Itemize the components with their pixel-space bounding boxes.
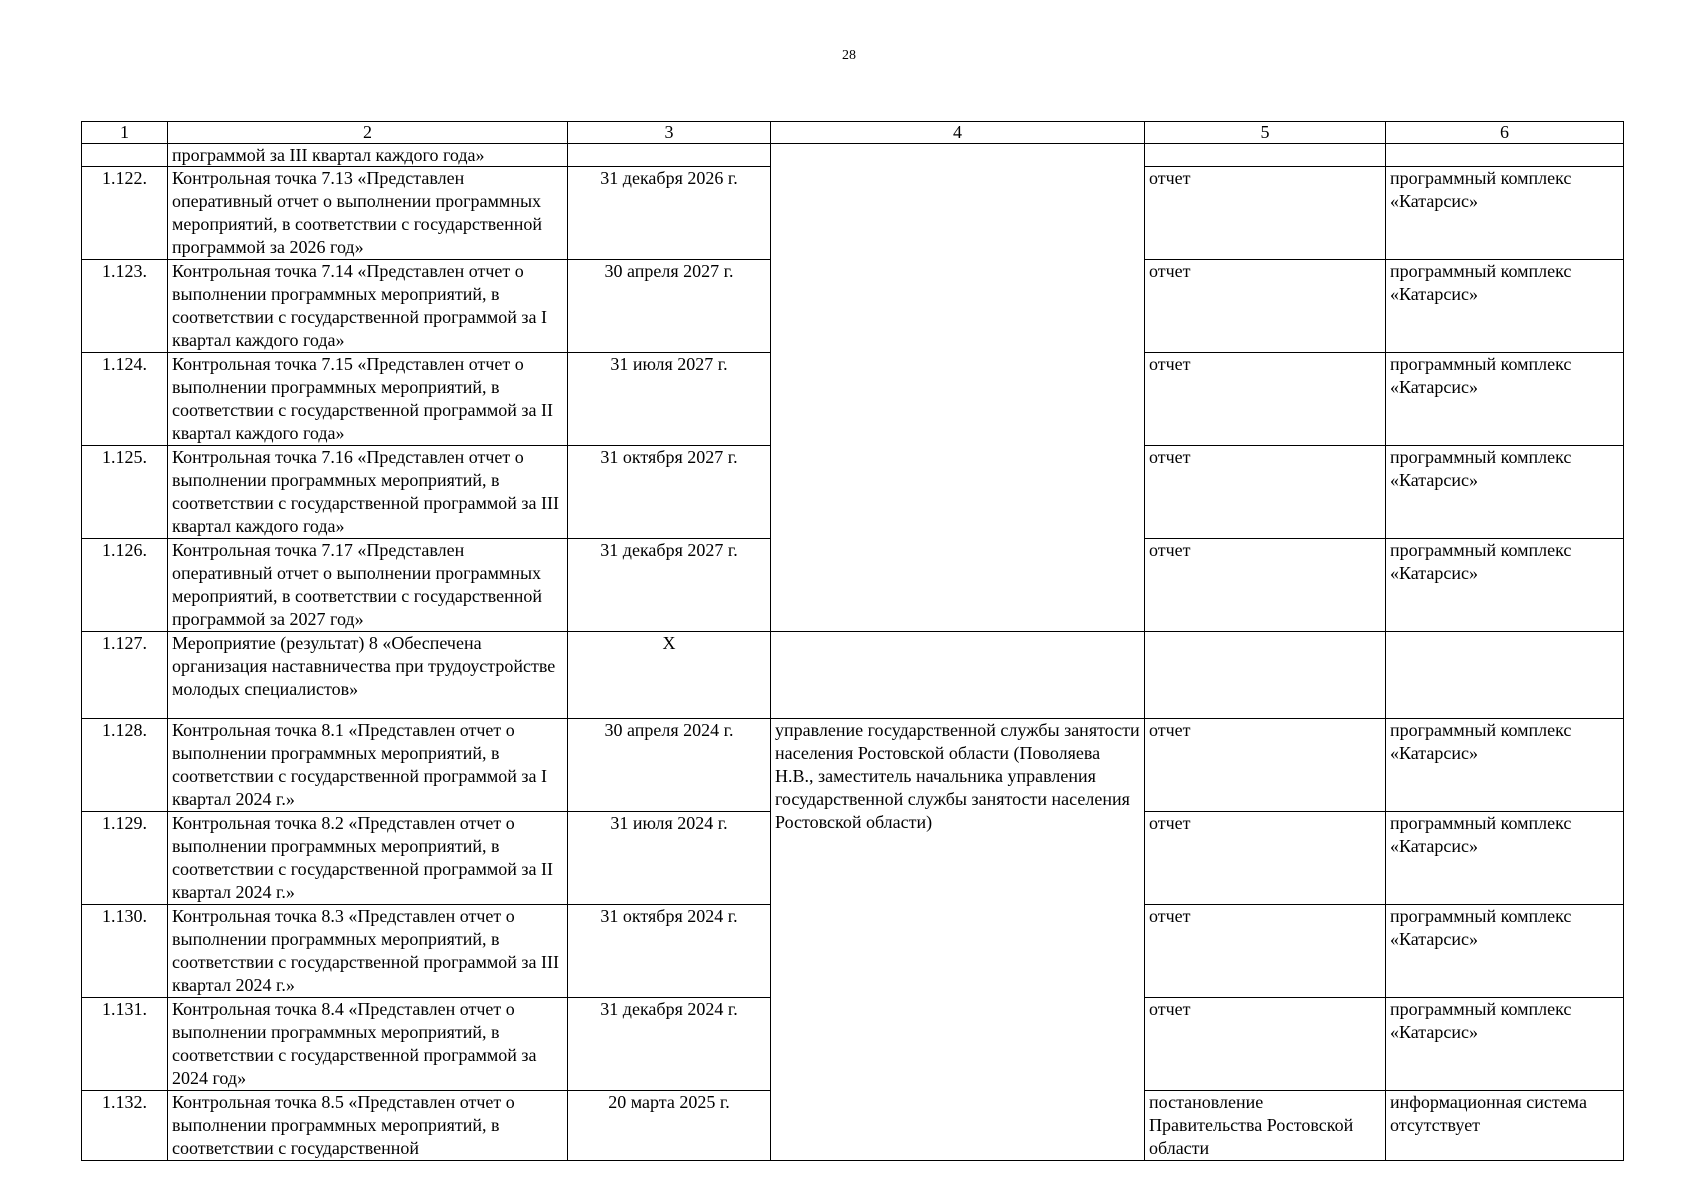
row-document: отчет [1145,167,1386,260]
row-description: Контрольная точка 7.15 «Представлен отчет о выполнении программных мероприятий, в соответствии с государственной программой за II квартал каждого года» [168,353,568,446]
row-document: отчет [1145,353,1386,446]
row-system: программный комплекс «Катарсис» [1386,539,1624,632]
row-system: программный комплекс «Катарсис» [1386,260,1624,353]
row-number: 1.127. [82,632,168,719]
row-number: 1.131. [82,998,168,1091]
row-document: отчет [1145,719,1386,812]
row-description: Контрольная точка 8.4 «Представлен отчет о выполнении программных мероприятий, в соответствии с государственной программой за 2024 год» [168,998,568,1091]
row-system: программный комплекс «Катарсис» [1386,905,1624,998]
control-points-table [81,121,1624,1161]
row-document: отчет [1145,905,1386,998]
row-date: 30 апреля 2027 г. [568,260,771,353]
row-number: 1.125. [82,446,168,539]
row-document [1145,632,1386,719]
row-number: 1.124. [82,353,168,446]
row-number: 1.128. [82,719,168,812]
row-description: Контрольная точка 8.3 «Представлен отчет о выполнении программных мероприятий, в соответствии с государственной программой за III квартал 2024 г.» [168,905,568,998]
row-description: Контрольная точка 8.5 «Представлен отчет о выполнении программных мероприятий, в соответствии с государственной [168,1091,568,1161]
row-document: отчет [1145,998,1386,1091]
row-description: Мероприятие (результат) 8 «Обеспечена организация наставничества при трудоустройстве молодых специалистов» [168,632,568,719]
row-description: Контрольная точка 7.14 «Представлен отчет о выполнении программных мероприятий, в соответствии с государственной программой за I квартал каждого года» [168,260,568,353]
row-number: 1.126. [82,539,168,632]
row-system: программный комплекс «Катарсис» [1386,812,1624,905]
table-row [82,632,1624,719]
row-date: 31 июля 2024 г. [568,812,771,905]
continuation-row [82,144,1624,167]
row-document: отчет [1145,539,1386,632]
column-header: 6 [1386,122,1624,144]
continuation-text: программой за III квартал каждого года» [168,144,568,167]
table-row [82,719,1624,812]
page-number: 28 [842,48,856,63]
row-system [1386,632,1624,719]
column-header: 5 [1145,122,1386,144]
row-number: 1.129. [82,812,168,905]
row-date: 31 октября 2027 г. [568,446,771,539]
row-system: программный комплекс «Катарсис» [1386,998,1624,1091]
responsible-cell-blank [771,632,1145,719]
row-description: Контрольная точка 7.16 «Представлен отчет о выполнении программных мероприятий, в соответствии с государственной программой за III квартал каждого года» [168,446,568,539]
row-document: отчет [1145,812,1386,905]
column-header: 1 [82,122,168,144]
responsible-executor: управление государственной службы занятости населения Ростовской области (Поволяева Н.В., заместитель начальника управления государственной службы занятости населения Ростовской области) [771,719,1145,1161]
row-date: 31 декабря 2024 г. [568,998,771,1091]
row-description: Контрольная точка 7.13 «Представлен оперативный отчет о выполнении программных мероприятий, в соответствии с государственной программой за 2026 год» [168,167,568,260]
row-system: информационная система отсутствует [1386,1091,1624,1161]
row-number: 1.132. [82,1091,168,1161]
row-number: 1.123. [82,260,168,353]
row-number: 1.122. [82,167,168,260]
row-document: отчет [1145,446,1386,539]
row-date: 20 марта 2025 г. [568,1091,771,1161]
column-header: 3 [568,122,771,144]
row-document: постановление Правительства Ростовской области [1145,1091,1386,1161]
row-number: 1.130. [82,905,168,998]
row-description: Контрольная точка 8.1 «Представлен отчет о выполнении программных мероприятий, в соответствии с государственной программой за I квартал 2024 г.» [168,719,568,812]
responsible-cell-empty [771,144,1145,632]
row-date: 31 июля 2027 г. [568,353,771,446]
row-system: программный комплекс «Катарсис» [1386,167,1624,260]
row-system: программный комплекс «Катарсис» [1386,446,1624,539]
row-date: X [568,632,771,719]
row-date: 30 апреля 2024 г. [568,719,771,812]
column-header: 2 [168,122,568,144]
row-date: 31 декабря 2027 г. [568,539,771,632]
row-date: 31 декабря 2026 г. [568,167,771,260]
table-header-row [82,122,1624,144]
row-system: программный комплекс «Катарсис» [1386,719,1624,812]
row-document: отчет [1145,260,1386,353]
row-description: Контрольная точка 8.2 «Представлен отчет о выполнении программных мероприятий, в соответствии с государственной программой за II квартал 2024 г.» [168,812,568,905]
row-description: Контрольная точка 7.17 «Представлен оперативный отчет о выполнении программных мероприятий, в соответствии с государственной программой за 2027 год» [168,539,568,632]
row-system: программный комплекс «Катарсис» [1386,353,1624,446]
column-header: 4 [771,122,1145,144]
row-date: 31 октября 2024 г. [568,905,771,998]
